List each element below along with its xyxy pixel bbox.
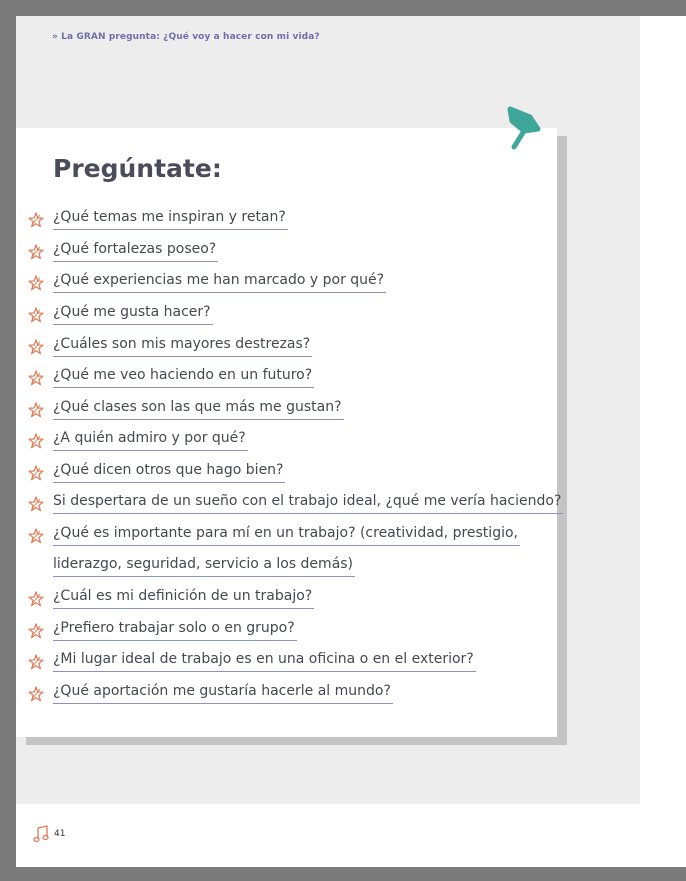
question-item bbox=[16, 587, 557, 613]
question-item bbox=[16, 461, 557, 487]
questions-card bbox=[16, 128, 562, 737]
star-outline-icon bbox=[28, 591, 44, 607]
question-text: ¿Mi lugar ideal de trabajo es en una oficina o en el exterior? bbox=[53, 651, 476, 672]
pushpin-icon bbox=[500, 103, 544, 153]
question-text: ¿Prefiero trabajar solo o en grupo? bbox=[53, 620, 297, 641]
page-number: 41 bbox=[54, 829, 66, 839]
star-outline-icon bbox=[28, 496, 44, 512]
question-text: Si despertara de un sueño con el trabajo ideal, ¿qué me vería haciendo? bbox=[53, 493, 563, 514]
question-item bbox=[16, 650, 557, 676]
question-item bbox=[16, 335, 557, 361]
question-item bbox=[16, 240, 557, 266]
question-text: ¿Qué fortalezas poseo? bbox=[53, 241, 218, 262]
star-outline-icon bbox=[28, 402, 44, 418]
star-outline-icon bbox=[28, 370, 44, 386]
star-outline-icon bbox=[28, 654, 44, 670]
breadcrumb-header: » La GRAN pregunta: ¿Qué voy a hacer con mi vida? bbox=[52, 32, 320, 42]
question-item bbox=[16, 303, 557, 329]
question-item bbox=[16, 208, 557, 234]
question-text: ¿Qué experiencias me han marcado y por qué? bbox=[53, 272, 386, 293]
star-outline-icon bbox=[28, 433, 44, 449]
question-text: ¿Qué me gusta hacer? bbox=[53, 304, 213, 325]
question-text: ¿Qué es importante para mí en un trabajo? (creatividad, prestigio, bbox=[53, 525, 520, 546]
question-item bbox=[16, 555, 557, 581]
question-text: ¿Qué me veo haciendo en un futuro? bbox=[53, 367, 314, 388]
star-outline-icon bbox=[28, 623, 44, 639]
question-item bbox=[16, 682, 557, 708]
question-text: ¿Qué dicen otros que hago bien? bbox=[53, 462, 285, 483]
question-item bbox=[16, 619, 557, 645]
question-text: ¿Cuáles son mis mayores destrezas? bbox=[53, 336, 312, 357]
star-outline-icon bbox=[28, 307, 44, 323]
question-item bbox=[16, 398, 557, 424]
star-outline-icon bbox=[28, 528, 44, 544]
card-title: Pregúntate: bbox=[53, 154, 222, 183]
question-text: ¿Qué temas me inspiran y retan? bbox=[53, 209, 288, 230]
question-item bbox=[16, 524, 557, 550]
star-outline-icon bbox=[28, 465, 44, 481]
question-text: liderazgo, seguridad, servicio a los demás) bbox=[53, 556, 355, 577]
music-note-icon bbox=[33, 825, 49, 843]
document-page bbox=[16, 16, 686, 867]
question-text: ¿A quién admiro y por qué? bbox=[53, 430, 248, 451]
star-outline-icon bbox=[28, 212, 44, 228]
question-item bbox=[16, 429, 557, 455]
star-outline-icon bbox=[28, 339, 44, 355]
star-outline-icon bbox=[28, 275, 44, 291]
question-text: ¿Qué aportación me gustaría hacerle al mundo? bbox=[53, 683, 393, 704]
question-text: ¿Cuál es mi definición de un trabajo? bbox=[53, 588, 314, 609]
question-item bbox=[16, 492, 562, 518]
star-outline-icon bbox=[28, 686, 44, 702]
star-outline-icon bbox=[28, 244, 44, 260]
question-text: ¿Qué clases son las que más me gustan? bbox=[53, 399, 344, 420]
question-item bbox=[16, 366, 557, 392]
question-item bbox=[16, 271, 557, 297]
